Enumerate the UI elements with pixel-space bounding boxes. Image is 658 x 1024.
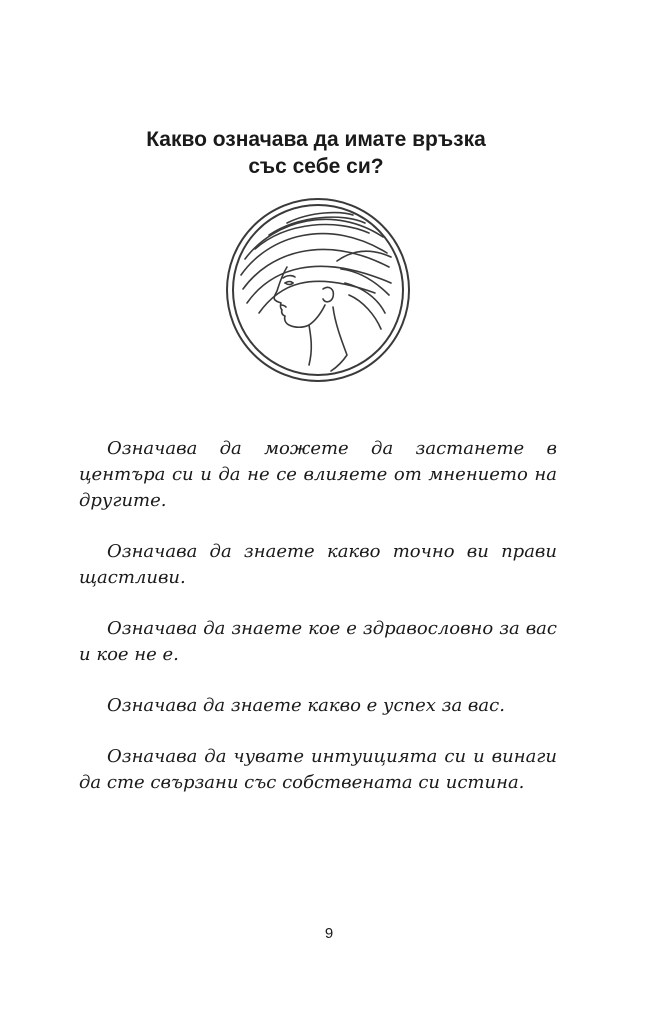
page-title-line-1: Какво означава да имате връзка bbox=[146, 128, 486, 151]
page-title bbox=[110, 126, 522, 180]
page-title-line-2: със себе си? bbox=[248, 155, 384, 178]
woman-profile-icon bbox=[225, 197, 411, 383]
body-text bbox=[79, 436, 557, 821]
paragraph-3: Означава да знаете кое е здравословно за вас и кое не е. bbox=[79, 618, 557, 665]
paragraph-1: Означава да можете да застанете в центъра си и да не се влияете от мнението на другите. bbox=[79, 438, 557, 511]
paragraph-5: Означава да чувате интуицията си и винаги да сте свързани със собствената си истина. bbox=[79, 746, 557, 793]
paragraph-4: Означава да знаете какво е успех за вас. bbox=[107, 695, 505, 716]
page-number: 9 bbox=[324, 925, 334, 942]
paragraph-2: Означава да знаете какво точно ви прави щастливи. bbox=[79, 541, 557, 588]
